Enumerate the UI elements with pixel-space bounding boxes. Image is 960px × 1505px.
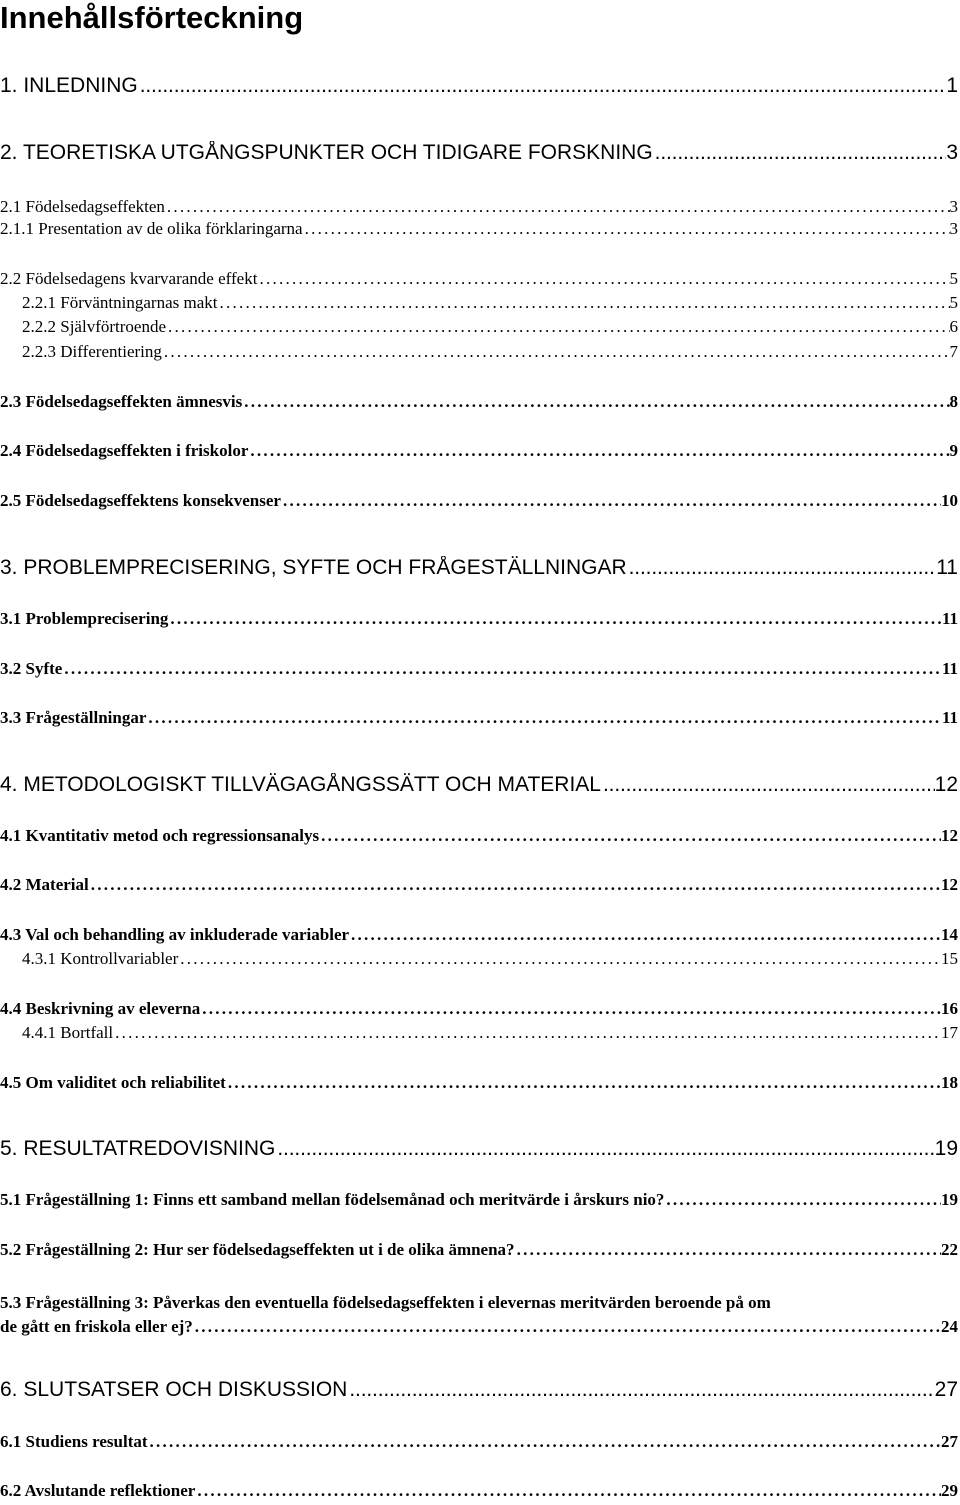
toc-label: 3.2 Syfte	[0, 659, 63, 678]
toc-label: 4.3.1 Kontrollvariabler	[22, 949, 179, 968]
toc-label: 4.4 Beskrivning av eleverna	[0, 999, 201, 1018]
toc-entry-4-3-1[interactable]	[0, 949, 960, 973]
toc-label: 4.4.1 Bortfall	[22, 1023, 114, 1042]
toc-label: 1. INLEDNING	[0, 74, 138, 97]
toc-page-number: 8	[949, 392, 958, 411]
toc-entry-3-2[interactable]	[0, 659, 960, 683]
toc-entry-2-1[interactable]	[0, 197, 960, 221]
toc-entry-2-3[interactable]	[0, 392, 960, 416]
toc-entry-6-2[interactable]	[0, 1481, 960, 1505]
toc-label: 6. SLUTSATSER OCH DISKUSSION	[0, 1378, 348, 1401]
dot-leader	[303, 219, 950, 239]
toc-page-number: 7	[949, 342, 958, 361]
dot-leader	[138, 74, 947, 98]
toc-entry-4-1[interactable]	[0, 826, 960, 850]
toc-entry-4-5[interactable]	[0, 1073, 960, 1097]
dot-leader	[226, 1073, 941, 1093]
dot-leader	[62, 659, 942, 679]
toc-entry-4[interactable]	[0, 773, 960, 801]
toc-page-number: 14	[941, 925, 958, 944]
toc-label: 4. METODOLOGISKT TILLVÄGAGÅNGSSÄTT OCH MATERIAL	[0, 773, 601, 796]
toc-entry-2-4[interactable]	[0, 441, 960, 465]
toc-page-number: 10	[941, 491, 958, 510]
toc-label: 3.1 Problemprecisering	[0, 609, 169, 628]
toc-page-number: 3	[949, 197, 958, 216]
toc-page-number: 3	[946, 141, 958, 164]
toc-page-number: 27	[934, 1378, 958, 1401]
toc-entry-3-1[interactable]	[0, 609, 960, 633]
toc-entry-4-3[interactable]	[0, 925, 960, 949]
toc-label: 6.1 Studiens resultat	[0, 1432, 148, 1451]
dot-leader	[178, 949, 941, 969]
toc-label: 2.2.1 Förväntningarnas makt	[22, 293, 218, 312]
toc-page-number: 9	[949, 441, 958, 460]
toc-entry-4-4[interactable]	[0, 999, 960, 1023]
toc-entry-2[interactable]	[0, 141, 960, 169]
toc-page-number: 3	[949, 219, 958, 238]
toc-page-number: 1	[946, 74, 958, 97]
toc-page-number: 11	[941, 609, 958, 628]
toc-label-line-2: de gått en friskola eller ej?	[0, 1317, 193, 1336]
toc-page-number: 11	[941, 659, 958, 678]
toc-page-number: 17	[941, 1023, 958, 1042]
toc-entry-3[interactable]	[0, 556, 960, 584]
dot-leader	[168, 609, 942, 629]
dot-leader	[515, 1240, 941, 1260]
toc-label: 6.2 Avslutande reflektioner	[0, 1481, 196, 1500]
toc-page-number: 19	[941, 1190, 958, 1209]
toc-label: 2.4 Födelsedagseffekten i friskolor	[0, 441, 249, 460]
toc-page-number: 15	[941, 949, 958, 968]
toc-entry-5-3[interactable]	[0, 1291, 960, 1339]
toc-label: 2.2.2 Självförtroende	[22, 317, 166, 336]
dot-leader	[248, 441, 949, 461]
dot-leader	[146, 708, 942, 728]
toc-entry-5-2[interactable]	[0, 1240, 960, 1264]
toc-entry-2-2-1[interactable]	[0, 293, 960, 317]
toc-label: 2.3 Födelsedagseffekten ämnesvis	[0, 392, 243, 411]
toc-page-number: 29	[941, 1481, 958, 1500]
toc-page-number: 16	[941, 999, 958, 1018]
toc-entry-6-1[interactable]	[0, 1432, 960, 1456]
toc-entry-2-2[interactable]	[0, 269, 960, 293]
toc-label: 5.2 Frågeställning 2: Hur ser födelsedagseffekten ut i de olika ämnena?	[0, 1240, 515, 1259]
toc-label: 5. RESULTATREDOVISNING	[0, 1137, 276, 1160]
dot-leader	[113, 1023, 941, 1043]
toc-page-number: 12	[934, 773, 958, 796]
toc-label: 5.1 Frågeställning 1: Finns ett samband mellan födelsemånad och meritvärde i årskurs nio?	[0, 1190, 665, 1209]
toc-entry-4-2[interactable]	[0, 875, 960, 899]
toc-page-number: 18	[941, 1073, 958, 1092]
dot-leader	[601, 773, 935, 797]
toc-label: 4.5 Om validitet och reliabilitet	[0, 1073, 226, 1092]
dot-leader	[347, 1378, 934, 1402]
toc-label: 2.5 Födelsedagseffektens konsekvenser	[0, 491, 281, 510]
dot-leader	[148, 1432, 941, 1452]
dot-leader	[275, 1137, 934, 1161]
toc-entry-2-2-3[interactable]	[0, 342, 960, 366]
toc-page-number: 12	[941, 875, 958, 894]
dot-leader	[166, 317, 950, 337]
dot-leader	[664, 1190, 941, 1210]
dot-leader	[195, 1481, 941, 1501]
toc-label: 3.3 Frågeställningar	[0, 708, 147, 727]
toc-page-number: 11	[941, 708, 958, 727]
toc-page-number: 6	[949, 317, 958, 336]
dot-leader	[89, 875, 941, 895]
toc-entry-5-1[interactable]	[0, 1190, 960, 1214]
toc-label-line-2-row	[0, 1315, 960, 1339]
toc-label: 3. PROBLEMPRECISERING, SYFTE OCH FRÅGESTÄLLNINGAR	[0, 556, 627, 579]
dot-leader	[349, 925, 941, 945]
toc-entry-2-1-1[interactable]	[0, 219, 960, 243]
dot-leader	[165, 197, 950, 217]
toc-page-number: 19	[934, 1137, 958, 1160]
toc-entry-6[interactable]	[0, 1378, 960, 1406]
toc-label: 2.1 Födelsedagseffekten	[0, 197, 165, 216]
toc-label: 4.3 Val och behandling av inkluderade variabler	[0, 925, 350, 944]
toc-page-number: 12	[941, 826, 958, 845]
dot-leader	[627, 556, 937, 580]
toc-page-number: 11	[936, 556, 958, 579]
toc-label: 2. TEORETISKA UTGÅNGSPUNKTER OCH TIDIGARE FORSKNING	[0, 141, 653, 164]
toc-entry-3-3[interactable]	[0, 708, 960, 732]
dot-leader	[319, 826, 941, 846]
dot-leader	[242, 392, 949, 412]
dot-leader	[257, 269, 949, 289]
toc-label: 2.1.1 Presentation av de olika förklaringarna	[0, 219, 303, 238]
toc-entry-5[interactable]	[0, 1137, 960, 1165]
toc-label-line-1: 5.3 Frågeställning 3: Påverkas den eventuella födelsedagseffekten i elevernas meritvärden beroende på om	[0, 1293, 771, 1312]
dot-leader	[653, 141, 947, 165]
toc-page-number: 24	[941, 1317, 958, 1336]
toc-entry-4-4-1[interactable]	[0, 1023, 960, 1047]
toc-page-number: 27	[941, 1432, 958, 1451]
toc-label: 4.2 Material	[0, 875, 89, 894]
toc-page-number: 5	[949, 269, 958, 288]
dot-leader	[281, 491, 941, 511]
dot-leader	[193, 1315, 941, 1339]
toc-page-number: 22	[941, 1240, 958, 1259]
dot-leader	[217, 293, 949, 313]
toc-label: 2.2 Födelsedagens kvarvarande effekt	[0, 269, 258, 288]
page-title: Innehållsförteckning	[0, 0, 304, 35]
dot-leader	[162, 342, 950, 362]
toc-entry-1[interactable]	[0, 74, 960, 102]
toc-entry-2-5[interactable]	[0, 491, 960, 515]
toc-page-number: 5	[949, 293, 958, 312]
toc-entry-2-2-2[interactable]	[0, 317, 960, 341]
toc-label: 4.1 Kvantitativ metod och regressionsanalys	[0, 826, 320, 845]
dot-leader	[200, 999, 941, 1019]
toc-label: 2.2.3 Differentiering	[22, 342, 162, 361]
